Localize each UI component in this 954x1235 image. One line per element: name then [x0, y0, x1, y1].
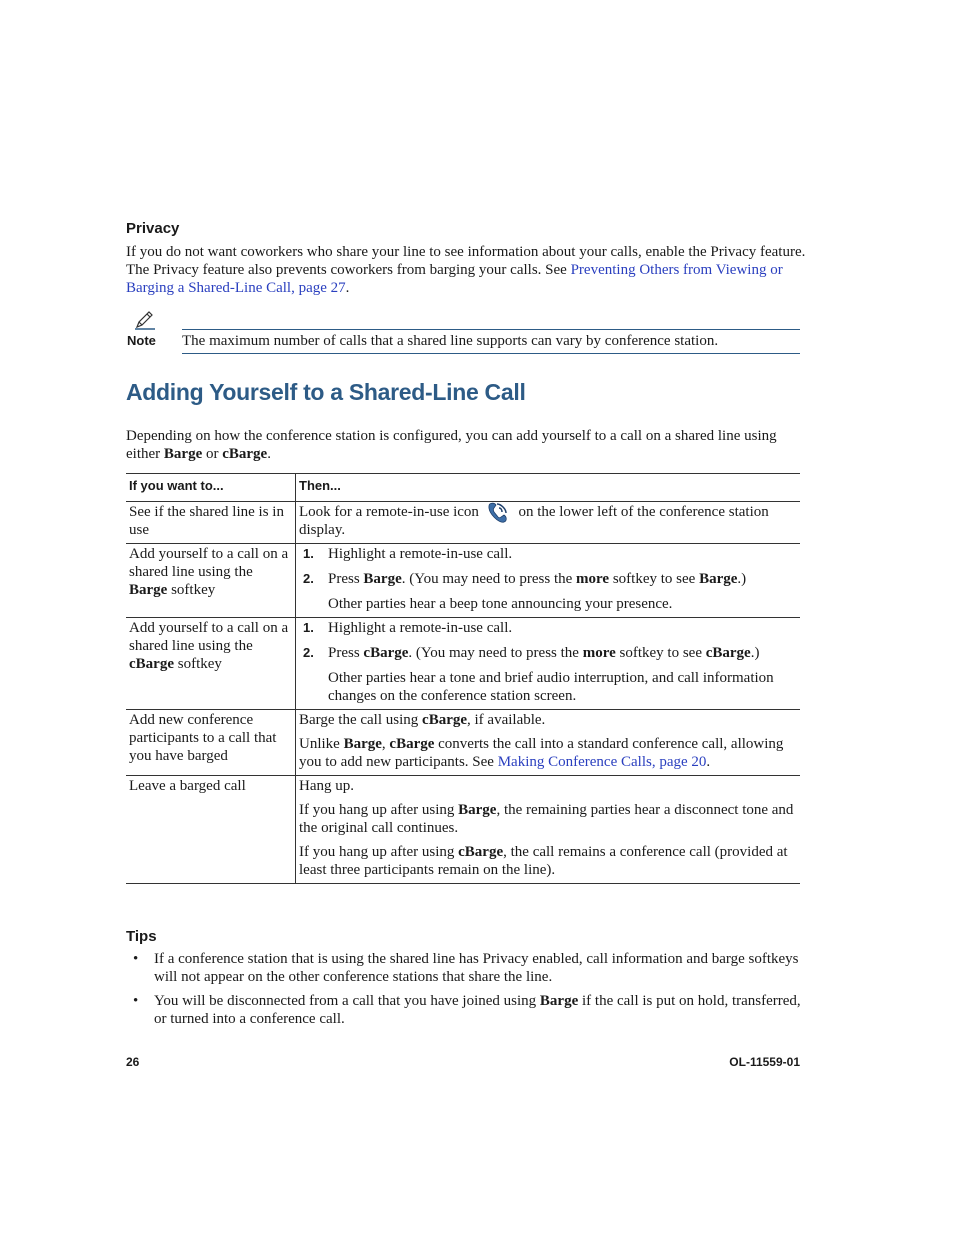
header-then: Then... — [296, 474, 801, 502]
pencil-icon — [134, 310, 156, 330]
note-divider-top — [182, 329, 800, 330]
cell-want: Add yourself to a call on a shared line using the Barge softkey — [126, 544, 296, 618]
remote-in-use-icon — [485, 500, 511, 526]
cell-then — [296, 544, 801, 618]
cell-then: Hang up. If you hang up after using Barge, the remaining parties hear a disconnect tone and the original call continues. If you hang up after using cBarge, the call remains a conference call (provided at least three participants remain on the line). — [296, 776, 801, 884]
note-divider-bottom — [182, 353, 800, 354]
section-intro: Depending on how the conference station is configured, you can add yourself to a call on a shared line using either Barge or cBarge. — [126, 428, 777, 462]
table-row — [126, 618, 800, 710]
table-row — [126, 544, 800, 618]
tips-list — [126, 950, 806, 1034]
step-result: Other parties hear a tone and brief audio interruption, and call information changes on the conference station screen. — [328, 670, 774, 704]
cell-then: Barge the call using cBarge, if available. Unlike Barge, cBarge converts the call into a standard conference call, allowing you to add new participants. See Making Conference Calls, page 20. — [296, 710, 801, 776]
cell-want: Add yourself to a call on a shared line using the cBarge softkey — [126, 618, 296, 710]
list-item: 2. Press Barge. (You may need to press the more softkey to see Barge.) — [303, 571, 747, 587]
list-item: 1. Highlight a remote-in-use call. — [303, 620, 513, 636]
table-row — [126, 710, 800, 776]
list-item: 2. Press cBarge. (You may need to press the more softkey to see cBarge.) — [303, 645, 760, 661]
page-number: 26 — [126, 1055, 140, 1069]
list-item: • You will be disconnected from a call that you have joined using Barge if the call is put on hold, transferred, or turned into a conference call. — [126, 992, 806, 1028]
table-header-row — [126, 474, 800, 502]
list-item: • If a conference station that is using the shared line has Privacy enabled, call information and barge softkeys will not appear on the other conference stations that share the line. — [126, 950, 806, 986]
privacy-body: If you do not want coworkers who share your line to see information about your calls, enable the Privacy feature. The Privacy feature also prevents coworkers from barging your calls. See Preventing Others from Viewing or Barging a Shared-Line Call, page 27. — [126, 244, 806, 296]
preventing-others-link[interactable]: Preventing Others from Viewing or Barging a Shared-Line Call, page 27 — [126, 262, 783, 296]
note-block — [126, 310, 800, 354]
cell-then: Look for a remote-in-use icon on the lower left of the conference station display. — [296, 502, 801, 544]
cell-want: Leave a barged call — [126, 776, 296, 884]
step-result: Other parties hear a beep tone announcing your presence. — [328, 596, 673, 612]
privacy-heading: Privacy — [126, 220, 180, 237]
note-text: The maximum number of calls that a shared line supports can vary by conference station. — [182, 333, 719, 349]
barge-table — [126, 473, 800, 884]
document-number: OL-11559-01 — [729, 1055, 800, 1069]
table-row — [126, 502, 800, 544]
cell-want: Add new conference participants to a call that you have barged — [126, 710, 296, 776]
table-row — [126, 776, 800, 884]
header-want: If you want to... — [126, 474, 296, 502]
cell-want: See if the shared line is in use — [126, 502, 296, 544]
making-conference-calls-link[interactable]: Making Conference Calls, page 20 — [497, 754, 707, 770]
tips-heading: Tips — [126, 928, 157, 945]
cell-then — [296, 618, 801, 710]
list-item: 1. Highlight a remote-in-use call. — [303, 546, 513, 562]
section-title: Adding Yourself to a Shared-Line Call — [126, 379, 526, 405]
note-label: Note — [127, 333, 156, 348]
